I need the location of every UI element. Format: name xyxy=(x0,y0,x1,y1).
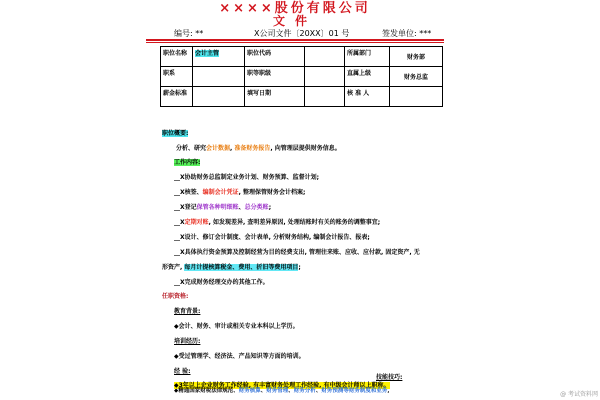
work-line-1: __X协助财务总监制定业务计划、财务预算、监督计划; xyxy=(174,174,320,181)
table-cell: 职位名称 xyxy=(161,47,193,67)
position-name-value: 会计主管 xyxy=(195,50,220,57)
work-line-2: __X核签、编制会计凭证, 整理保管财务会计档案; xyxy=(174,189,306,196)
table-cell xyxy=(193,67,245,87)
table-cell: 所属部门 xyxy=(345,47,390,67)
table-cell xyxy=(390,87,443,107)
table-cell: 核 准 人 xyxy=(345,87,390,107)
experience-text: ◆3年以上企业财务工作经验, 有丰富财务处理工作经验, 有中级会计师以上职称。 xyxy=(174,382,390,389)
skills-text: ◆精通国家财税法律规范、财务核算、财务管理、财务分析、财务预测等财务制度和业务, xyxy=(174,388,390,394)
position-info-table xyxy=(160,46,443,107)
table-cell: 职位代码 xyxy=(245,47,305,67)
header-red-rule-thin xyxy=(146,42,444,43)
table-cell: 财务部 xyxy=(390,47,443,67)
skills-heading: 技能技巧: xyxy=(376,374,403,381)
requirements-heading: 任职资格: xyxy=(162,293,189,300)
training-text: ◆受过管理学、经济法、产品知识等方面的培训。 xyxy=(174,353,305,360)
table-cell: 薪金标准 xyxy=(161,87,193,107)
header-red-rule xyxy=(146,39,444,41)
table-cell: 填写日期 xyxy=(245,87,305,107)
table-cell: 职等职级 xyxy=(245,67,305,87)
work-line-5: __X设计、修订会计制度、会计表单, 分析财务结构, 编制会计报告、报表; xyxy=(174,234,370,241)
table-cell xyxy=(193,47,245,67)
work-line-4: __X定期对账, 如发现差异, 查明差异原因, 处理结账时有关的账务的调整事宜; xyxy=(174,219,381,226)
company-title: ××××股份有限公司 xyxy=(219,1,371,16)
number-label: 编号: ** xyxy=(174,29,204,38)
table-cell xyxy=(305,87,345,107)
education-heading: 教育背景: xyxy=(174,308,201,315)
work-line-3: __X登记保管各种明细账、总分类账; xyxy=(174,204,272,211)
document-page xyxy=(146,0,444,400)
overview-heading: 职位概要: xyxy=(162,130,189,137)
overview-text: 分析、研究会计数据, 准备财务报告, 向管理层提供财务信息。 xyxy=(176,145,341,152)
table-cell xyxy=(193,87,245,107)
table-row xyxy=(161,87,443,107)
signer-label: 签发单位: *** xyxy=(382,29,432,38)
training-heading: 培训经历: xyxy=(174,338,201,345)
work-line-6: __X具体执行资金预算及控制经营为目的经费支出, 管理往来账、应收、应付款, 固定资产, 无 xyxy=(174,249,420,256)
table-cell xyxy=(305,67,345,87)
table-cell: 财务总监 xyxy=(390,67,443,87)
work-heading: 工作内容: xyxy=(174,159,201,166)
file-reference: X公司文件〔20XX〕01 号 xyxy=(254,29,350,38)
table-cell: 职系 xyxy=(161,67,193,87)
document-type-title: 文件 xyxy=(272,14,317,28)
table-row xyxy=(161,47,443,67)
table-row xyxy=(161,67,443,87)
work-line-7: 形资产, 每月计提核算税金、费用、折旧等费用项目; xyxy=(162,264,301,271)
work-line-8: __X完成财务经理交办的其他工作。 xyxy=(174,279,269,286)
table-cell: 直属上级 xyxy=(345,67,390,87)
education-text: ◆会计、财务、审计或相关专业本科以上学历。 xyxy=(174,323,299,330)
experience-heading: 经 验: xyxy=(174,368,191,375)
table-cell xyxy=(305,47,345,67)
watermark-text: @ 考试资料网 xyxy=(560,391,598,398)
